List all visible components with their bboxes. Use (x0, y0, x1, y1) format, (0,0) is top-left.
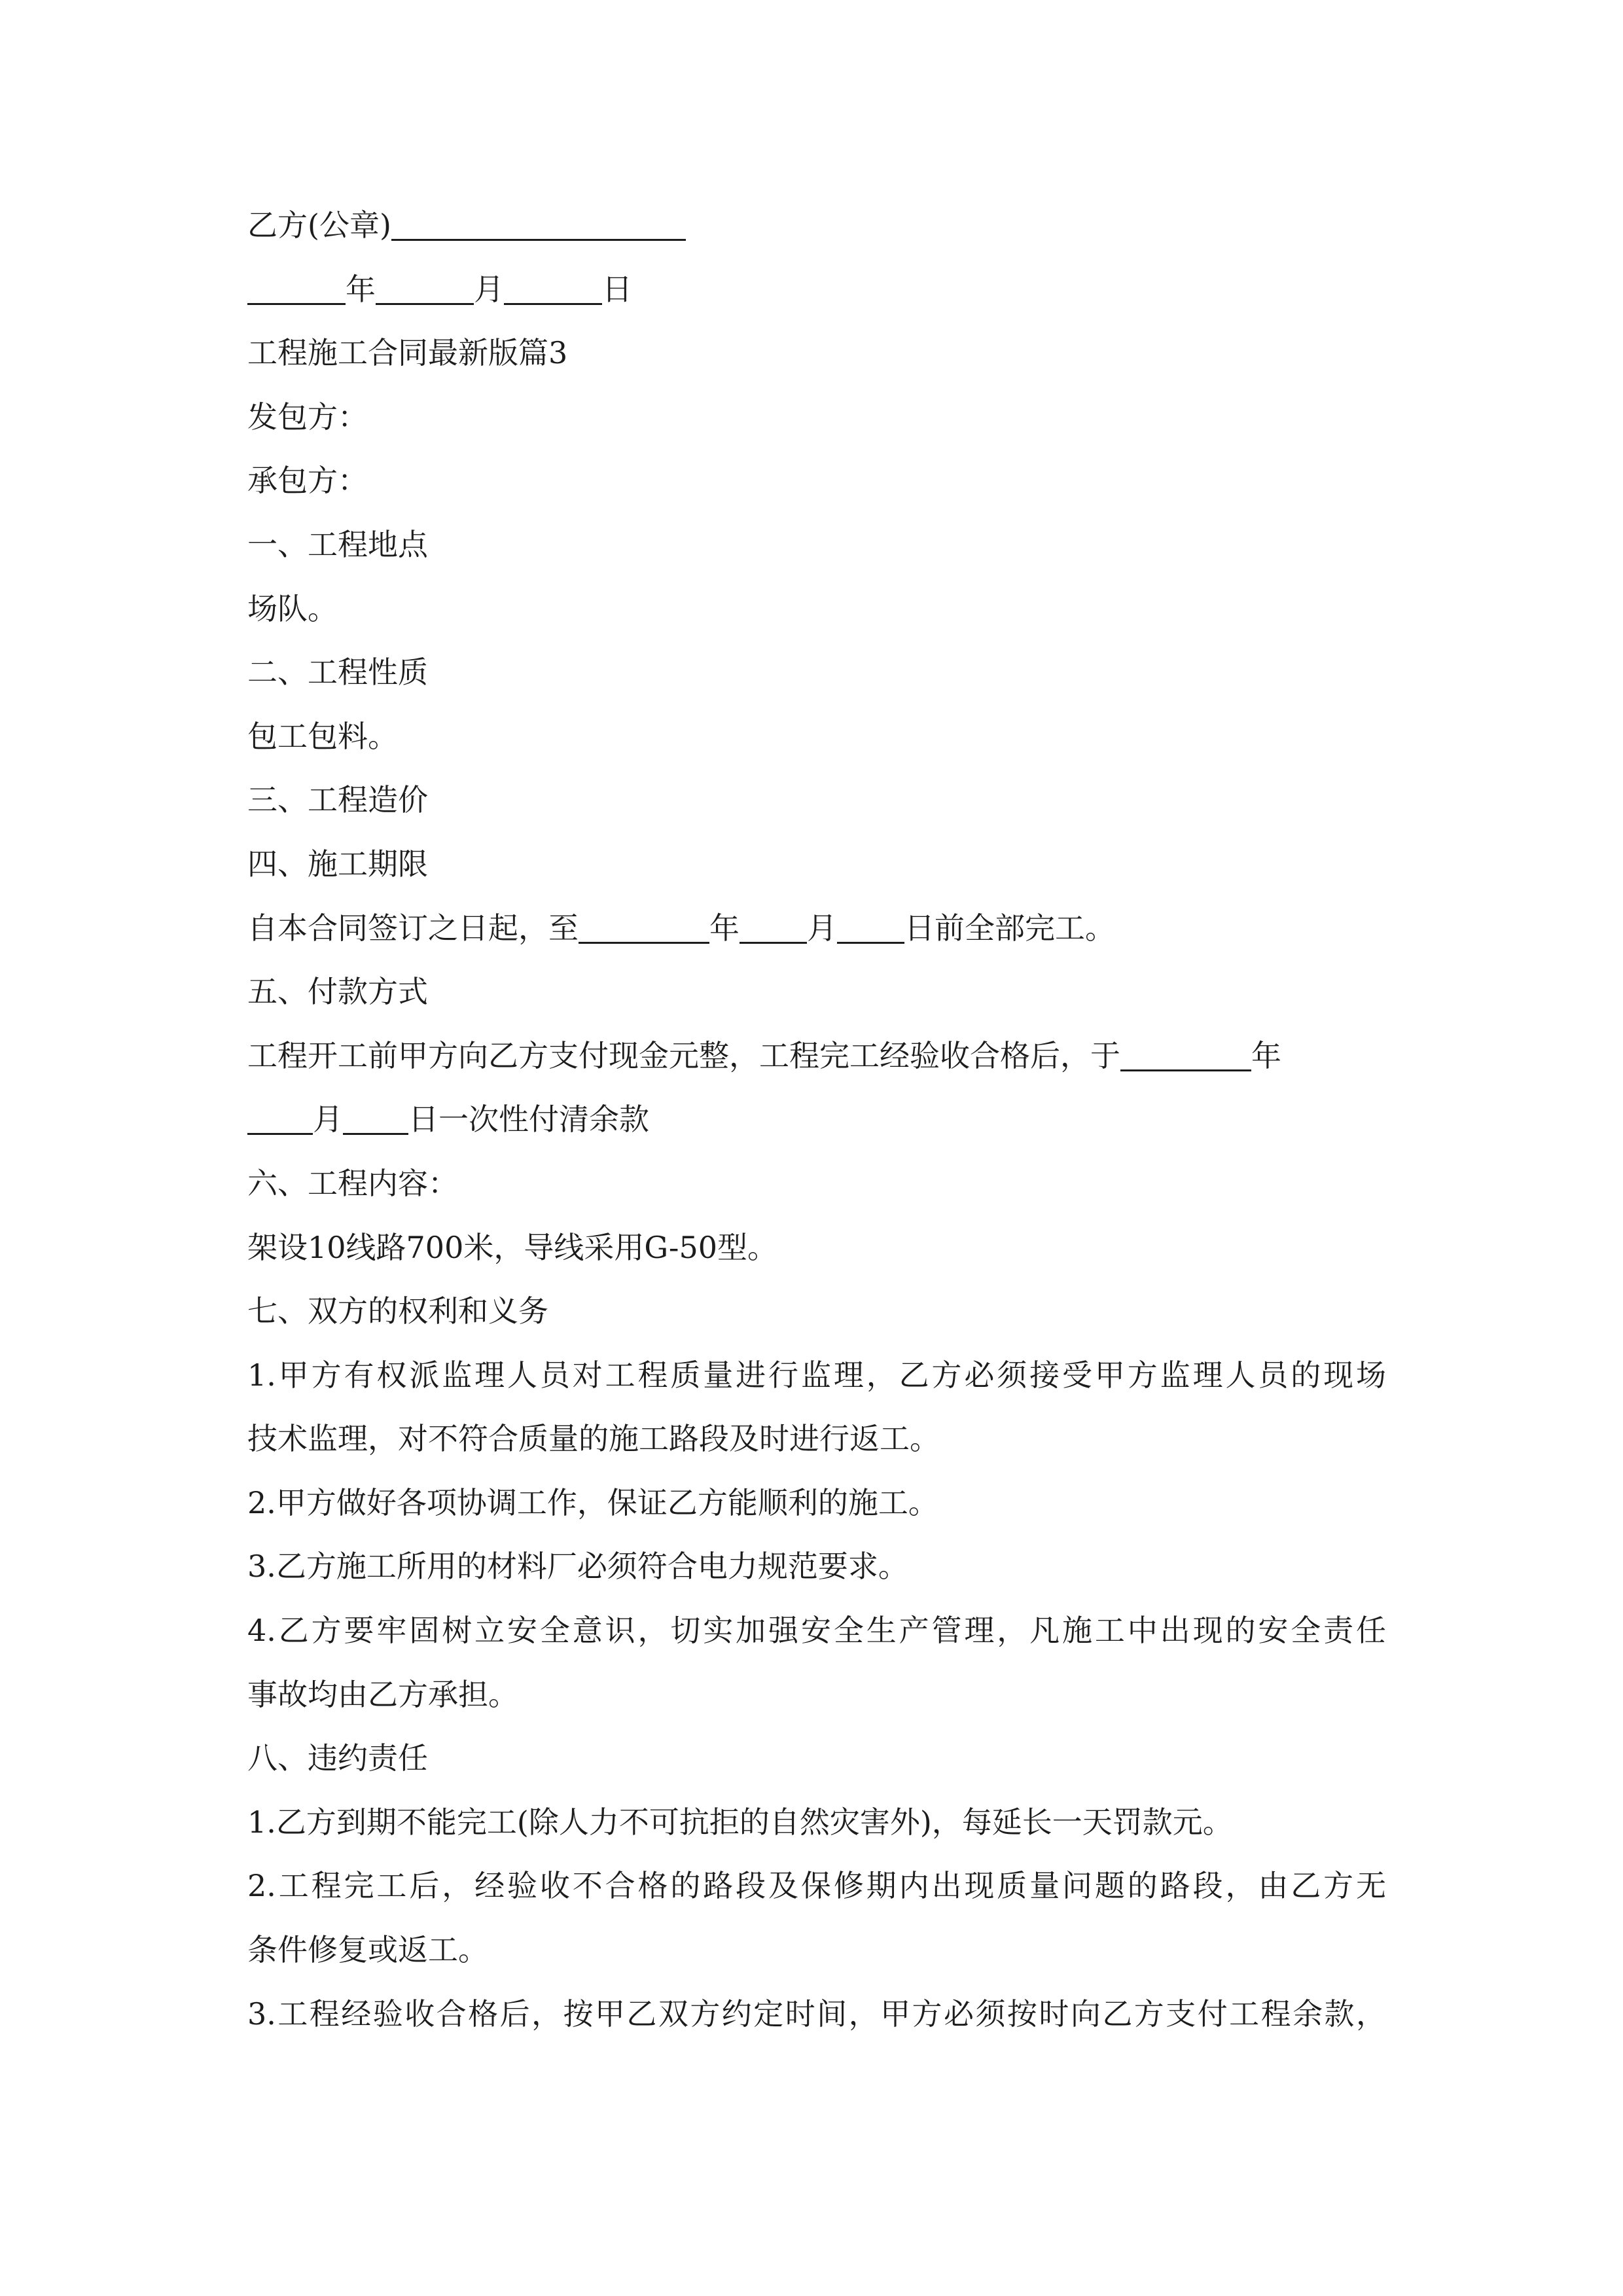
s8-item3-line1: 3.工程经验收合格后，按甲乙双方约定时间，甲方必须按时向乙方支付工程余款， (247, 1996, 1386, 2032)
day-blank (504, 265, 602, 305)
s5-day-blank (343, 1095, 408, 1135)
s7-item2: 2.甲方做好各项协调工作，保证乙方能顺利的施工。 (247, 1484, 938, 1520)
section-3-heading: 三、工程造价 (247, 782, 428, 818)
section-1-heading: 一、工程地点 (247, 526, 428, 562)
section-4-heading: 四、施工期限 (247, 846, 428, 882)
s8-item1: 1.乙方到期不能完工(除人力不可抗拒的自然灾害外)，每延长一天罚款元。 (247, 1804, 1233, 1840)
s7-item3: 3.乙方施工所用的材料厂必须符合电力规范要求。 (247, 1549, 908, 1585)
s4-text-b: 年 (709, 910, 740, 946)
s4-month-blank (740, 904, 807, 944)
s5-text-b: 年 (1251, 1037, 1281, 1073)
s5-text-a: 工程开工前甲方向乙方支付现金元整，工程完工经验收合格后，于 (247, 1037, 1120, 1073)
s5-text-c: 月 (313, 1102, 343, 1138)
s7-item1-line1: 1.甲方有权派监理人员对工程质量进行监理，乙方必须接受甲方监理人员的现场 (247, 1357, 1386, 1393)
signature-line (247, 194, 1386, 258)
year-suffix: 年 (346, 271, 376, 307)
s7-item4-line2: 事故均由乙方承担。 (247, 1676, 518, 1712)
section-2-heading: 二、工程性质 (247, 655, 428, 691)
month-suffix: 月 (474, 271, 504, 307)
section-1-body: 场队。 (247, 590, 338, 626)
contractor-label: 承包方： (247, 463, 368, 499)
s4-text-d: 日前全部完工。 (904, 910, 1115, 946)
s4-text-c: 月 (807, 910, 837, 946)
s4-day-blank (837, 904, 904, 944)
day-suffix: 日 (602, 271, 632, 307)
s5-month-blank (247, 1095, 313, 1135)
section-6-body: 架设10线路700米，导线采用G-50型。 (247, 1229, 778, 1265)
section-5-heading: 五、付款方式 (247, 974, 428, 1010)
section-4-body (247, 897, 1386, 961)
section-7-heading: 七、双方的权利和义务 (247, 1293, 548, 1329)
s4-year-blank (579, 904, 709, 944)
s5-year-blank (1120, 1031, 1251, 1071)
contract-body (247, 194, 1386, 2046)
section-5-body-line2 (247, 1088, 1386, 1152)
section-title: 工程施工合同最新版篇3 (247, 335, 568, 371)
s8-item2-line2: 条件修复或返工。 (247, 1932, 488, 1968)
employer-label: 发包方： (247, 399, 368, 435)
s4-text-a: 自本合同签订之日起，至 (247, 910, 579, 946)
section-2-body: 包工包料。 (247, 718, 398, 754)
s7-item4-line1: 4.乙方要牢固树立安全意识，切实加强安全生产管理，凡施工中出现的安全责任 (247, 1613, 1386, 1649)
s5-text-d: 日一次性付清余款 (408, 1102, 649, 1138)
month-blank (376, 265, 474, 305)
section-6-heading: 六、工程内容： (247, 1165, 458, 1201)
section-8-heading: 八、违约责任 (247, 1740, 428, 1776)
s8-item2-line1: 2.工程完工后，经验收不合格的路段及保修期内出现质量问题的路段，由乙方无 (247, 1868, 1386, 1904)
seal-blank (391, 201, 686, 241)
s7-item1-line2: 技术监理，对不符合质量的施工路段及时进行返工。 (247, 1421, 940, 1457)
party-b-seal-label: 乙方(公章) (247, 207, 391, 243)
year-blank (247, 265, 346, 305)
date-line (247, 258, 1386, 322)
section-5-body-line1 (247, 1024, 1386, 1088)
